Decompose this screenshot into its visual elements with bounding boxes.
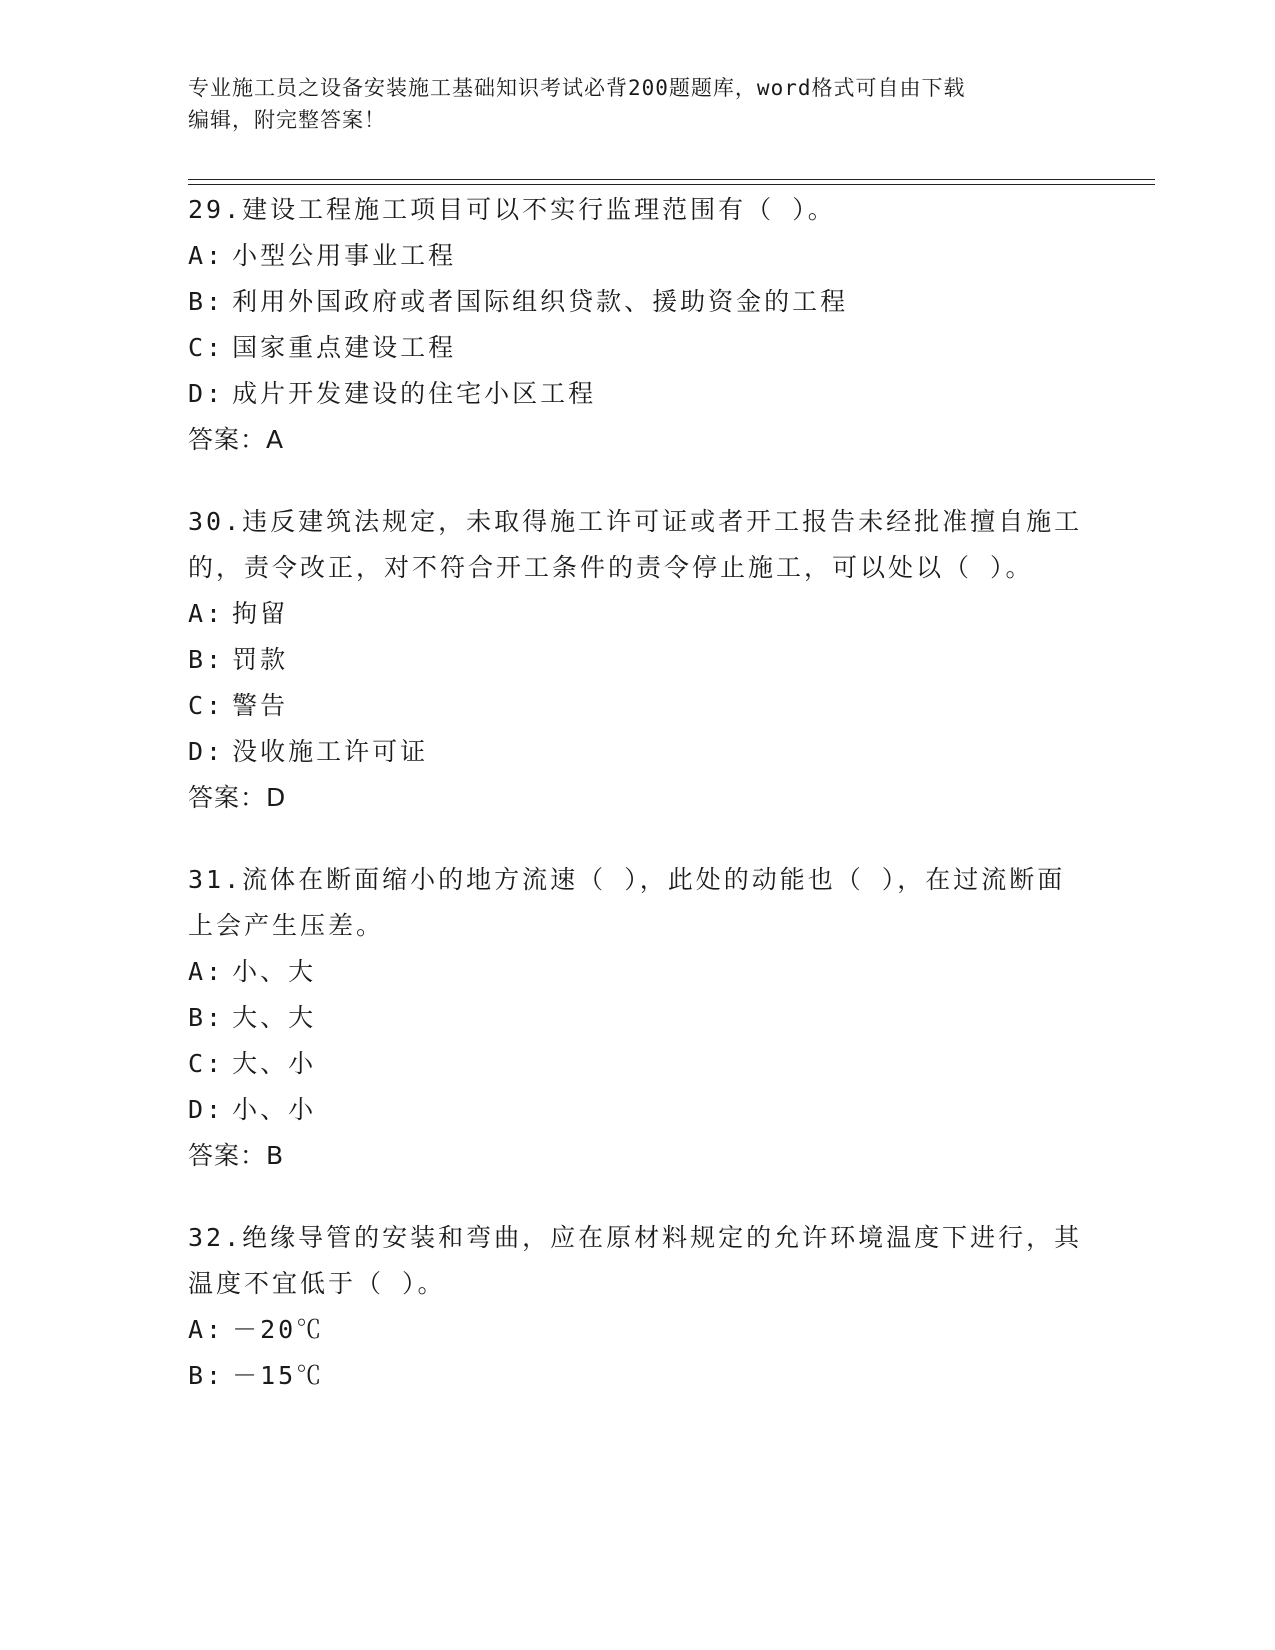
- answer-line: 答案：D: [188, 783, 287, 812]
- header-divider-top: [188, 179, 1155, 180]
- option-d: [188, 1087, 1088, 1133]
- option-text: 大、小: [232, 1049, 317, 1078]
- question-text: 29.建设工程施工项目可以不实行监理范围有（ ）。: [188, 195, 836, 224]
- option-text: 小、大: [232, 957, 317, 986]
- option-text: 国家重点建设工程: [232, 333, 457, 362]
- option-c: [188, 325, 1088, 371]
- option-b: [188, 1353, 1088, 1399]
- option-key: A:: [188, 957, 225, 986]
- option-a: [188, 591, 1088, 637]
- option-text: 罚款: [232, 645, 289, 674]
- question-list: [188, 187, 1088, 1435]
- option-key: A:: [188, 599, 225, 628]
- question-29: [188, 187, 1088, 463]
- header-line-2: 编辑，附完整答案！: [188, 108, 386, 132]
- option-d: [188, 729, 1088, 775]
- option-text: 成片开发建设的住宅小区工程: [232, 379, 597, 408]
- option-key: B:: [188, 645, 225, 674]
- answer-line: 答案：B: [188, 1141, 285, 1170]
- option-text: 利用外国政府或者国际组织贷款、援助资金的工程: [232, 287, 849, 316]
- option-c: [188, 683, 1088, 729]
- option-key: C:: [188, 1049, 225, 1078]
- option-key: B:: [188, 1361, 225, 1390]
- option-text: 拘留: [232, 599, 289, 628]
- option-key: D:: [188, 737, 225, 766]
- answer-line: 答案：A: [188, 425, 285, 454]
- option-key: B:: [188, 287, 225, 316]
- option-c: [188, 1041, 1088, 1087]
- document-header: [188, 72, 1088, 136]
- option-text: 没收施工许可证: [232, 737, 429, 766]
- option-key: B:: [188, 1003, 225, 1032]
- option-text: 小型公用事业工程: [232, 241, 457, 270]
- question-32: [188, 1215, 1088, 1399]
- question-31: [188, 857, 1088, 1179]
- option-key: A:: [188, 241, 225, 270]
- option-d: [188, 371, 1088, 417]
- option-key: C:: [188, 691, 225, 720]
- option-b: [188, 279, 1088, 325]
- option-a: [188, 949, 1088, 995]
- option-a: [188, 1307, 1088, 1353]
- option-text: －20℃: [232, 1315, 325, 1344]
- option-key: D:: [188, 1095, 225, 1124]
- option-text: －15℃: [232, 1361, 325, 1390]
- question-30: [188, 499, 1088, 821]
- option-key: A:: [188, 1315, 225, 1344]
- header-line-1: 专业施工员之设备安装施工基础知识考试必背200题题库，word格式可自由下载: [188, 76, 966, 100]
- option-key: D:: [188, 379, 225, 408]
- option-b: [188, 995, 1088, 1041]
- header-divider-bottom: [188, 184, 1155, 185]
- option-key: C:: [188, 333, 225, 362]
- option-b: [188, 637, 1088, 683]
- option-a: [188, 233, 1088, 279]
- option-text: 大、大: [232, 1003, 317, 1032]
- option-text: 警告: [232, 691, 289, 720]
- question-text: 31.流体在断面缩小的地方流速（ ），此处的动能也（ ），在过流断面上会产生压差。: [188, 865, 1066, 940]
- question-text: 30.违反建筑法规定，未取得施工许可证或者开工报告未经批准擅自施工的，责令改正，对不符合开工条件的责令停止施工，可以处以（ ）。: [188, 507, 1083, 582]
- option-text: 小、小: [232, 1095, 317, 1124]
- question-text: 32.绝缘导管的安装和弯曲，应在原材料规定的允许环境温度下进行，其温度不宜低于（ ）。: [188, 1223, 1083, 1298]
